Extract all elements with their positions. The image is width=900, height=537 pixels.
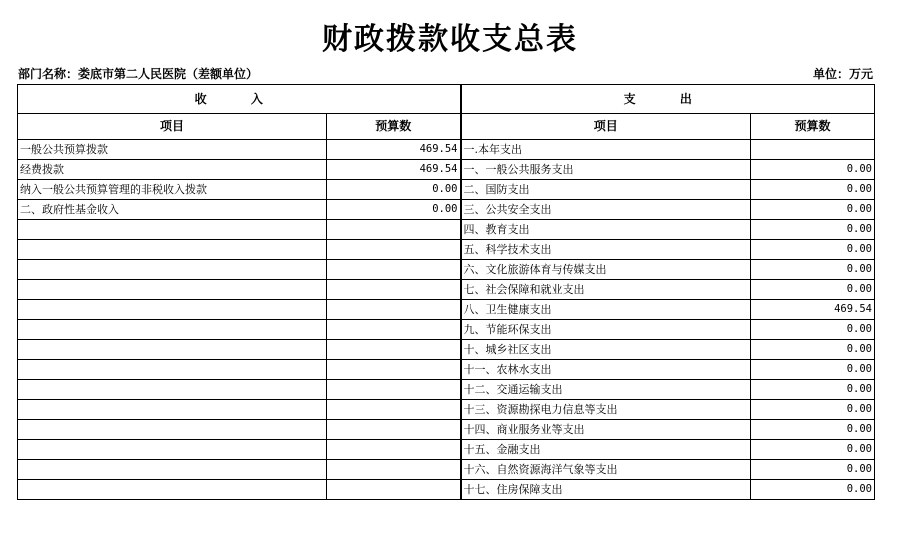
income-value-cell: 0.00 [327,180,461,200]
income-value-cell [327,420,461,440]
income-value-cell: 0.00 [327,200,461,220]
income-item-cell [18,480,327,500]
income-item-cell [18,440,327,460]
income-item-cell [18,460,327,480]
income-value-cell [327,340,461,360]
expense-value-cell: 0.00 [751,340,875,360]
expense-item-cell: 二、国防支出 [461,180,751,200]
income-item-cell [18,380,327,400]
expense-item-cell: 一、一般公共服务支出 [461,160,751,180]
table-row [18,360,875,380]
expense-item-cell: 三、公共安全支出 [461,200,751,220]
department-label: 部门名称：娄底市第二人民医院（差额单位） [18,67,259,81]
income-item-cell [18,320,327,340]
table-row [18,160,875,180]
expense-value-cell: 0.00 [751,180,875,200]
income-item-cell [18,220,327,240]
table-row [18,260,875,280]
section-header-row [18,85,875,114]
expense-item-cell: 十七、住房保障支出 [461,480,751,500]
table-row [18,220,875,240]
expense-value-cell: 0.00 [751,400,875,420]
table-row [18,240,875,260]
income-item-cell: 纳入一般公共预算管理的非税收入拨款 [18,180,327,200]
expense-item-cell: 十、城乡社区支出 [461,340,751,360]
income-value-cell [327,360,461,380]
column-header-row [18,114,875,140]
income-section-header: 收 入 [18,85,461,114]
expense-value-cell: 0.00 [751,380,875,400]
expense-value-cell: 0.00 [751,360,875,380]
expense-item-cell: 九、节能环保支出 [461,320,751,340]
table-row [18,380,875,400]
income-item-cell [18,420,327,440]
table-row [18,420,875,440]
expense-value-cell: 0.00 [751,460,875,480]
income-item-header: 项目 [18,114,327,140]
expense-value-cell: 0.00 [751,420,875,440]
table-row [18,400,875,420]
table-row [18,440,875,460]
income-value-cell [327,280,461,300]
income-item-cell [18,280,327,300]
expense-value-cell: 0.00 [751,220,875,240]
table-body [18,140,875,500]
income-value-cell [327,220,461,240]
income-value-cell [327,260,461,280]
expense-item-cell: 八、卫生健康支出 [461,300,751,320]
income-value-cell [327,380,461,400]
income-value-cell: 469.54 [327,160,461,180]
expense-item-cell: 十一、农林水支出 [461,360,751,380]
income-value-cell [327,240,461,260]
income-item-cell [18,400,327,420]
expense-value-cell: 469.54 [751,300,875,320]
expense-item-cell: 六、文化旅游体育与传媒支出 [461,260,751,280]
income-value-cell [327,440,461,460]
table-row [18,340,875,360]
expense-item-cell: 十五、金融支出 [461,440,751,460]
income-value-cell [327,320,461,340]
income-value-cell [327,300,461,320]
income-budget-header: 预算数 [327,114,461,140]
income-item-cell: 一般公共预算拨款 [18,140,327,160]
expense-value-cell: 0.00 [751,320,875,340]
income-item-cell: 二、政府性基金收入 [18,200,327,220]
expense-value-cell: 0.00 [751,200,875,220]
expense-value-cell: 0.00 [751,240,875,260]
income-item-cell [18,240,327,260]
budget-table [17,84,875,500]
income-item-cell [18,300,327,320]
expense-item-cell: 五、科学技术支出 [461,240,751,260]
expense-item-header: 项目 [461,114,751,140]
expense-item-cell: 一.本年支出 [461,140,751,160]
expense-value-cell [751,140,875,160]
expense-item-cell: 十二、交通运输支出 [461,380,751,400]
expense-value-cell: 0.00 [751,280,875,300]
table-row [18,140,875,160]
expense-item-cell: 七、社会保障和就业支出 [461,280,751,300]
page-title: 财政拨款收支总表 [322,22,578,57]
expense-value-cell: 0.00 [751,480,875,500]
expense-value-cell: 0.00 [751,260,875,280]
table-row [18,320,875,340]
expense-item-cell: 四、教育支出 [461,220,751,240]
expense-item-cell: 十三、资源勘探电力信息等支出 [461,400,751,420]
expense-section-header: 支 出 [461,85,875,114]
income-item-cell [18,340,327,360]
table-row [18,280,875,300]
table-row [18,200,875,220]
expense-value-cell: 0.00 [751,160,875,180]
table-row [18,180,875,200]
income-value-cell [327,400,461,420]
unit-label: 单位：万元 [812,67,873,81]
income-item-cell [18,260,327,280]
table-row [18,480,875,500]
expense-budget-header: 预算数 [751,114,875,140]
table-row [18,300,875,320]
income-value-cell: 469.54 [327,140,461,160]
expense-item-cell: 十六、自然资源海洋气象等支出 [461,460,751,480]
income-item-cell [18,360,327,380]
income-item-cell: 经费拨款 [18,160,327,180]
expense-value-cell: 0.00 [751,440,875,460]
income-value-cell [327,480,461,500]
table-row [18,460,875,480]
income-value-cell [327,460,461,480]
expense-item-cell: 十四、商业服务业等支出 [461,420,751,440]
